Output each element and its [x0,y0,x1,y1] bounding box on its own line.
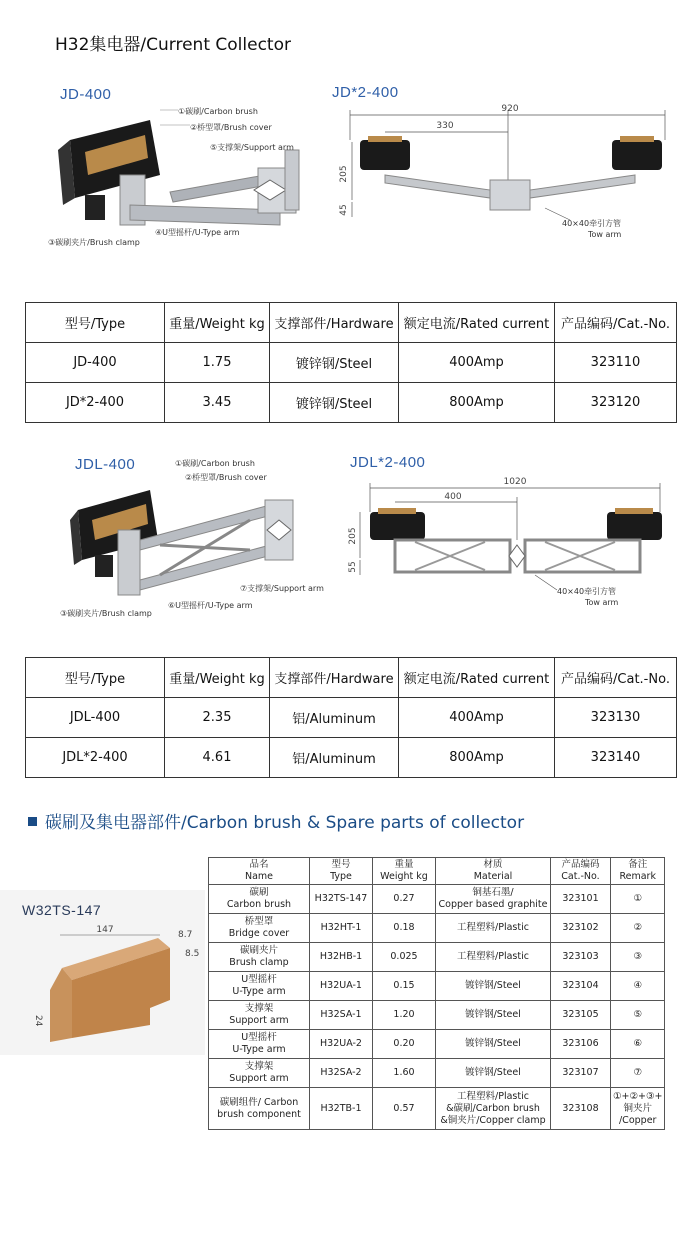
cell-type: JD-400 [26,343,165,383]
cell-material: 铜基石墨/ Copper based graphite [436,885,551,914]
table-row [209,1001,665,1030]
dim-height: 205 [339,165,349,183]
cell-type: JD*2-400 [26,383,165,423]
cell-type: JDL*2-400 [26,738,165,778]
header-cell: 重量 Weight kg [373,858,436,885]
callout-brush-cover: ②桥型罩/Brush cover [190,123,272,132]
table-row [209,1059,665,1088]
header-cell: 支撑部件/Hardware [270,658,399,698]
tow-arm-en: Tow arm [585,598,619,607]
dim-bottom: 45 [339,204,349,216]
table-header-row [26,303,677,343]
header-cell: 材质 Material [436,858,551,885]
cell-hardware: 镀锌钢/Steel [270,343,399,383]
callout-support-arm: ⑦支撑架/Support arm [240,584,324,593]
table-row [26,698,677,738]
cell-type: JDL-400 [26,698,165,738]
header-cell: 重量/Weight kg [165,658,270,698]
tow-arm-cn: 40×40牵引方管 [557,587,617,596]
cell-name: U型摇杆 U-Type arm [209,972,310,1001]
callout-u-type-arm: ④U型摇杆/U-Type arm [155,228,240,237]
figure-jdl2-400 [345,450,675,620]
cell-material: 工程塑料/Plastic [436,914,551,943]
cell-weight: 0.15 [373,972,436,1001]
figure-jdl400 [40,450,330,625]
header-cell: 产品编码/Cat.-No. [555,303,677,343]
cell-name: 桥型罩 Bridge cover [209,914,310,943]
cell-current: 400Amp [399,698,555,738]
section-heading [28,808,524,833]
header-cell: 支撑部件/Hardware [270,303,399,343]
table-header-row [209,858,665,885]
cell-name: 支撑架 Support arm [209,1059,310,1088]
header-cell: 型号/Type [26,658,165,698]
cell-cat: 323108 [551,1088,611,1130]
cell-type: H32TB-1 [310,1088,373,1130]
cell-cat: 323106 [551,1030,611,1059]
dim-total: 1020 [503,477,527,487]
cell-weight: 0.27 [373,885,436,914]
cell-cat: 323105 [551,1001,611,1030]
spec-table-jd [25,302,677,423]
cell-current: 800Amp [399,738,555,778]
cell-current: 400Amp [399,343,555,383]
header-cell: 产品编码 Cat.-No. [551,858,611,885]
dim-half: 330 [436,121,454,131]
cell-weight: 1.75 [165,343,270,383]
cell-name: 碳刷夹片 Brush clamp [209,943,310,972]
cell-remark: ④ [611,972,665,1001]
header-cell: 型号 Type [310,858,373,885]
cell-type: H32SA-1 [310,1001,373,1030]
header-cell: 额定电流/Rated current [399,303,555,343]
cell-cat: 323140 [555,738,677,778]
callout-support-arm: ⑤支撑架/Support arm [210,143,294,152]
header-cell: 额定电流/Rated current [399,658,555,698]
page-title: H32集电器/Current Collector [55,35,291,55]
cell-name: 支撑架 Support arm [209,1001,310,1030]
cell-cat: 323101 [551,885,611,914]
table-row [209,885,665,914]
cell-weight: 1.60 [373,1059,436,1088]
cell-weight: 4.61 [165,738,270,778]
cell-name: U型摇杆 U-Type arm [209,1030,310,1059]
cell-weight: 0.20 [373,1030,436,1059]
figure-label: JD-400 [60,86,112,103]
cell-cat: 323107 [551,1059,611,1088]
section-title: 碳刷及集电器部件/Carbon brush & Spare parts of collector [45,813,525,833]
callout-brush-cover: ②桥型罩/Brush cover [185,473,267,482]
parts-table [208,857,665,1130]
table-row [209,914,665,943]
header-cell: 备注 Remark [611,858,665,885]
tow-arm-cn: 40×40牵引方管 [562,219,622,228]
cell-type: H32UA-2 [310,1030,373,1059]
table-row [26,383,677,423]
dim-length: 147 [96,925,114,935]
header-cell: 品名 Name [209,858,310,885]
tow-arm-en: Tow arm [588,230,622,239]
cell-name: 碳刷组件/ Carbon brush component [209,1088,310,1130]
cell-weight: 0.025 [373,943,436,972]
dim-half: 400 [444,492,462,502]
cell-weight: 0.57 [373,1088,436,1130]
cell-remark: ⑥ [611,1030,665,1059]
cell-type: H32HB-1 [310,943,373,972]
table-row [209,943,665,972]
cell-cat: 323110 [555,343,677,383]
cell-weight: 1.20 [373,1001,436,1030]
figure-label: JDL*2-400 [350,454,426,471]
cell-remark: ② [611,914,665,943]
figure-jd400 [30,80,330,260]
cell-current: 800Amp [399,383,555,423]
cell-material: 工程塑料/Plastic [436,943,551,972]
cell-remark: ③ [611,943,665,972]
header-cell: 型号/Type [26,303,165,343]
cell-material: 镀锌钢/Steel [436,1059,551,1088]
table-row [209,1030,665,1059]
dim-height: 24 [33,1015,43,1027]
collector-pair-drawing [345,450,675,620]
cell-material: 镀锌钢/Steel [436,972,551,1001]
cell-name: 碳刷 Carbon brush [209,885,310,914]
carbon-brush-drawing [0,890,205,1055]
cell-material: 镀锌钢/Steel [436,1001,551,1030]
table-header-row [26,658,677,698]
header-cell: 产品编码/Cat.-No. [555,658,677,698]
cell-remark: ⑦ [611,1059,665,1088]
spec-table-jdl [25,657,677,778]
callout-carbon-brush: ①碳刷/Carbon brush [175,459,255,468]
figure-jd2-400 [330,80,675,255]
cell-material: 镀锌钢/Steel [436,1030,551,1059]
cell-remark: ①+②+③+ 铜夹片 /Copper [611,1088,665,1130]
table-row [209,1088,665,1130]
cell-cat: 323120 [555,383,677,423]
cell-hardware: 铝/Aluminum [270,698,399,738]
dim-w2: 8.5 [185,949,200,959]
callout-brush-clamp: ③碳刷夹片/Brush clamp [48,238,140,247]
callout-brush-clamp: ③碳刷夹片/Brush clamp [60,609,152,618]
table-row [26,343,677,383]
cell-type: H32SA-2 [310,1059,373,1088]
dim-height: 205 [348,527,358,545]
cell-cat: 323130 [555,698,677,738]
cell-weight: 0.18 [373,914,436,943]
callout-carbon-brush: ①碳刷/Carbon brush [178,107,258,116]
square-bullet-icon [28,817,37,826]
cell-cat: 323102 [551,914,611,943]
callout-u-type-arm: ⑥U型摇杆/U-Type arm [168,601,253,610]
header-cell: 重量/Weight kg [165,303,270,343]
cell-remark: ⑤ [611,1001,665,1030]
table-row [209,972,665,1001]
cell-cat: 323104 [551,972,611,1001]
figure-carbon-brush [0,890,205,1055]
cell-hardware: 铝/Aluminum [270,738,399,778]
collector-pair-drawing [330,80,675,255]
figure-label: JD*2-400 [332,84,399,101]
cell-hardware: 镀锌钢/Steel [270,383,399,423]
figure-label: W32TS-147 [22,902,102,918]
cell-type: H32UA-1 [310,972,373,1001]
dim-w1: 8.7 [178,930,193,940]
cell-weight: 2.35 [165,698,270,738]
cell-type: H32TS-147 [310,885,373,914]
cell-cat: 323103 [551,943,611,972]
cell-weight: 3.45 [165,383,270,423]
figure-label: JDL-400 [75,456,136,473]
dim-total: 920 [501,104,519,114]
cell-material: 工程塑料/Plastic &碳刷/Carbon brush &铜夹片/Copper clamp [436,1088,551,1130]
cell-remark: ① [611,885,665,914]
dim-bottom: 55 [348,561,358,573]
table-row [26,738,677,778]
cell-type: H32HT-1 [310,914,373,943]
